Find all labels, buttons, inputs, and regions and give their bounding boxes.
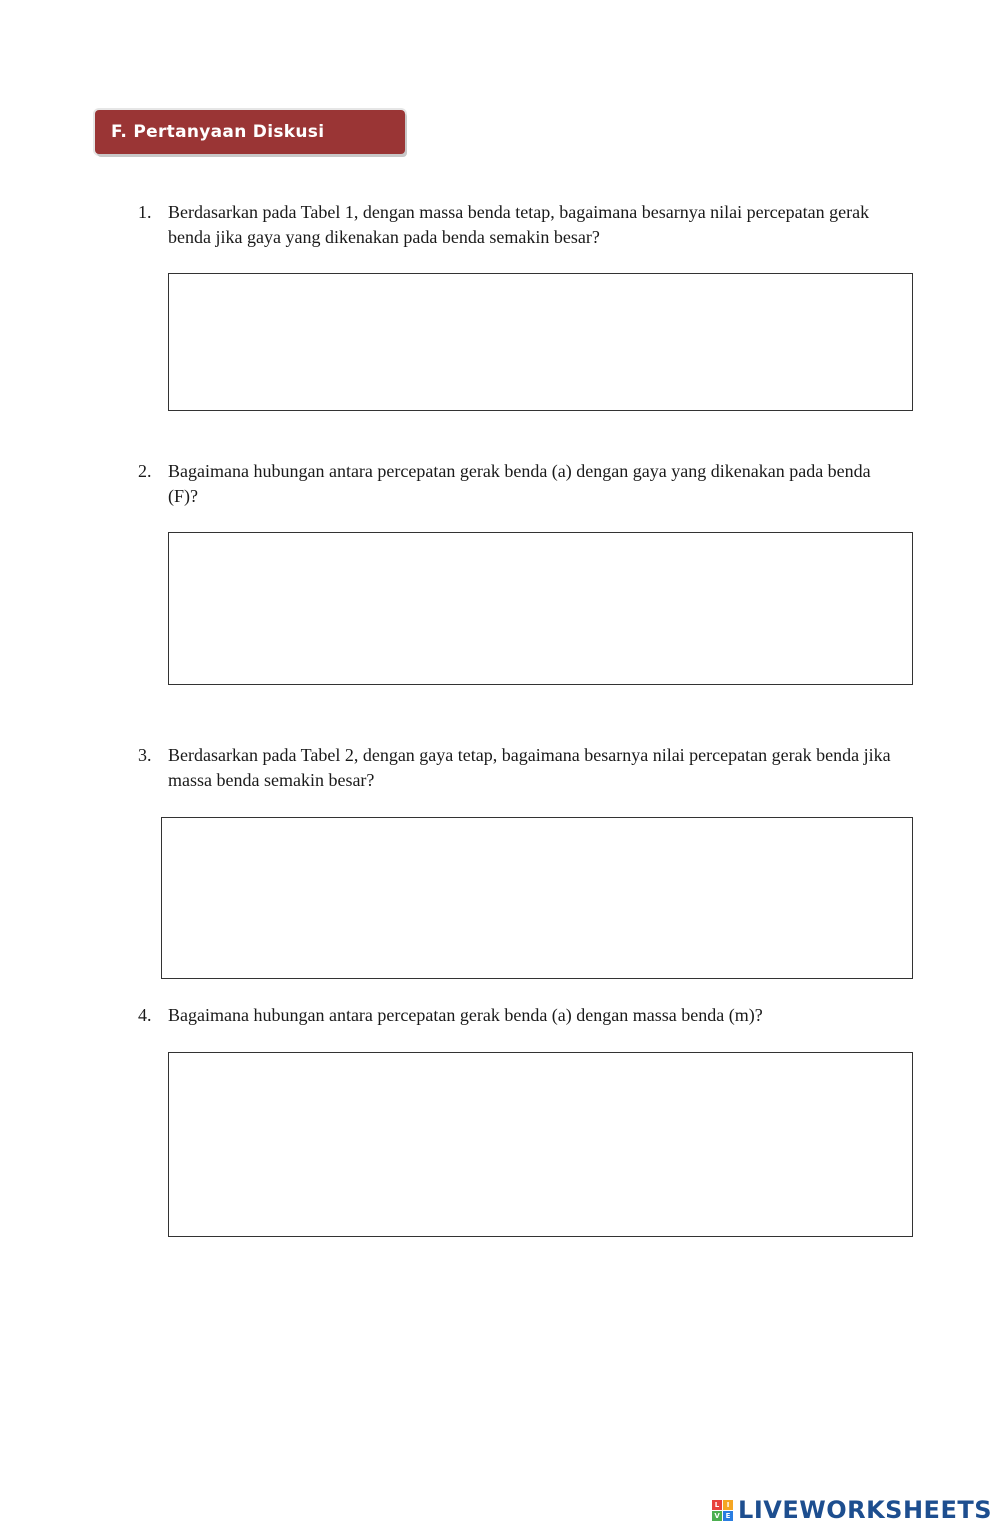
question-1	[138, 200, 898, 250]
logo-text: LIVEWORKSHEETS	[738, 1496, 992, 1524]
question-text: Bagaimana hubungan antara percepatan gerak benda (a) dengan massa benda (m)?	[168, 1005, 763, 1025]
question-2	[138, 459, 898, 509]
question-number: 3.	[138, 745, 152, 765]
question-3	[138, 743, 898, 793]
logo-letter: E	[723, 1511, 733, 1521]
question-number: 2.	[138, 461, 152, 481]
liveworksheets-logo[interactable]	[712, 1496, 992, 1524]
logo-letter: V	[712, 1511, 722, 1521]
answer-input-4[interactable]	[169, 1053, 912, 1236]
question-number: 1.	[138, 202, 152, 222]
answer-box-4[interactable]	[168, 1052, 913, 1237]
question-text: Berdasarkan pada Tabel 1, dengan massa benda tetap, bagaimana besarnya nilai percepatan gerak benda jika gaya yang dikenakan pada benda semakin besar?	[168, 202, 870, 247]
answer-input-1[interactable]	[169, 274, 912, 410]
question-text: Berdasarkan pada Tabel 2, dengan gaya tetap, bagaimana besarnya nilai percepatan gerak benda jika massa benda semakin besar?	[168, 745, 891, 790]
question-number: 4.	[138, 1005, 152, 1025]
section-title: F. Pertanyaan Diskusi	[111, 122, 325, 142]
answer-input-2[interactable]	[169, 533, 912, 684]
answer-box-3[interactable]	[161, 817, 913, 979]
answer-box-2[interactable]	[168, 532, 913, 685]
question-text: Bagaimana hubungan antara percepatan gerak benda (a) dengan gaya yang dikenakan pada benda (F)?	[168, 461, 871, 506]
question-4	[138, 1003, 898, 1028]
section-header	[95, 110, 405, 154]
answer-input-3[interactable]	[162, 818, 912, 978]
logo-mark-icon	[712, 1500, 733, 1521]
logo-letter: I	[723, 1500, 733, 1510]
answer-box-1[interactable]	[168, 273, 913, 411]
logo-letter: L	[712, 1500, 722, 1510]
